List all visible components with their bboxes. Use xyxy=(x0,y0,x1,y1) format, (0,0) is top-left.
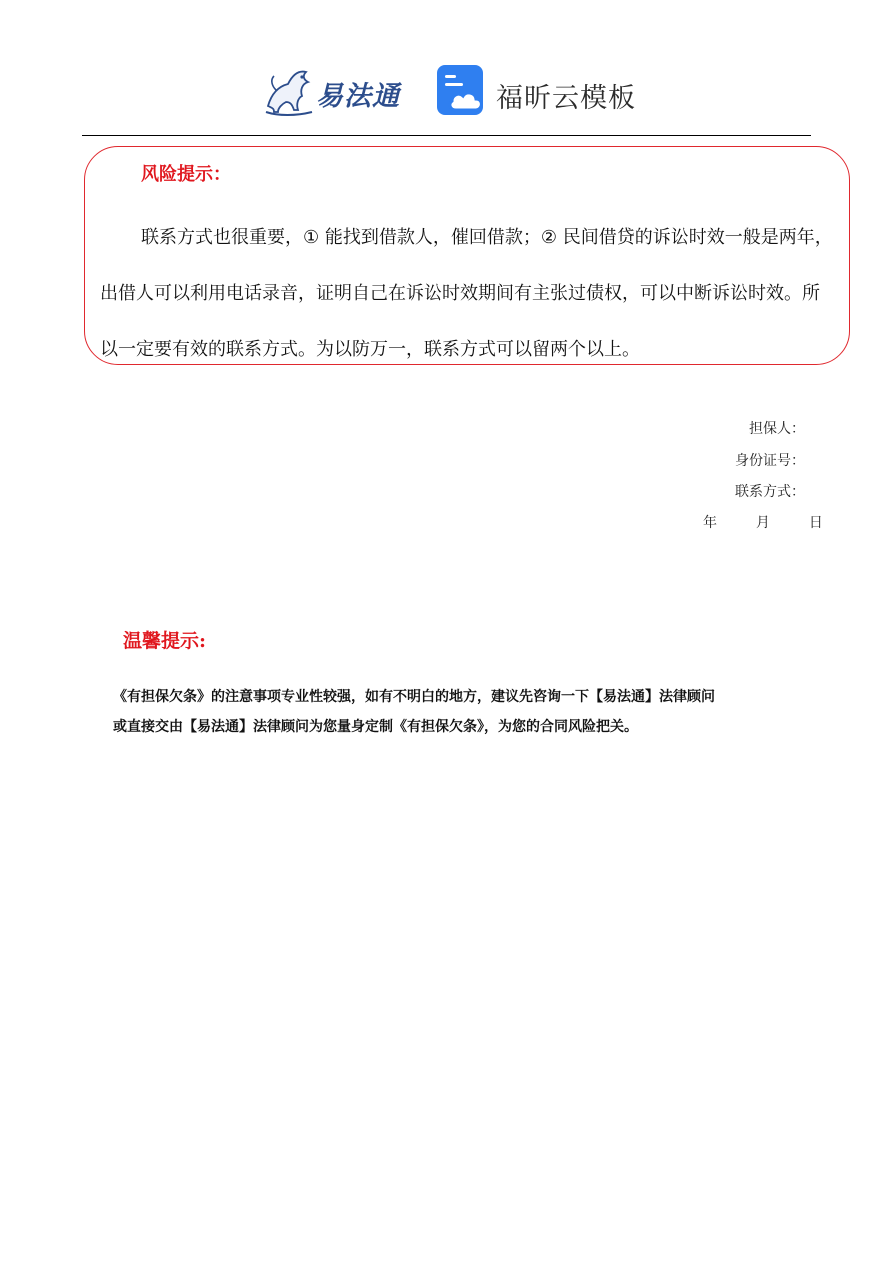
contact-label: 联系方式： xyxy=(735,484,805,500)
warm-tip-line-1: 《有担保欠条》的注意事项专业性较强，如有不明白的地方，建议先咨询一下【易法通】法律顾问 xyxy=(113,689,715,705)
header-divider xyxy=(82,135,811,136)
date-line xyxy=(703,512,823,532)
fuxin-logo-text: 福昕云模板 xyxy=(496,83,636,114)
warm-tip-body xyxy=(113,682,803,742)
warm-tip-title: 温馨提示: xyxy=(123,630,207,652)
guarantor-label: 担保人： xyxy=(749,421,805,437)
yifatong-logo xyxy=(262,62,412,118)
id-number-label: 身份证号： xyxy=(735,453,805,469)
year-label: 年 xyxy=(703,515,717,531)
warm-tip-line-2: 或直接交由【易法通】法律顾问为您量身定制《有担保欠条》，为您的合同风险把关。 xyxy=(113,719,638,735)
risk-tip-title: 风险提示： xyxy=(141,164,231,185)
qilin-icon xyxy=(262,62,318,118)
month-label: 月 xyxy=(755,515,770,531)
risk-tip-body: 联系方式也很重要，① 能找到借款人，催回借款；② 民间借贷的诉讼时效一般是两年，出借人可以利用电话录音，证明自己在诉讼时效期间有主张过债权，可以中断诉讼时效。所以一定要有效的联系方式。为以防万一，联系方式可以留两个以上。 xyxy=(100,227,833,360)
day-label: 日 xyxy=(808,515,823,531)
risk-tip-box xyxy=(84,146,850,365)
yifatong-logo-text: 易法通 xyxy=(316,81,400,112)
page-header xyxy=(0,58,893,122)
fuxin-cloud-document-icon xyxy=(436,64,488,116)
